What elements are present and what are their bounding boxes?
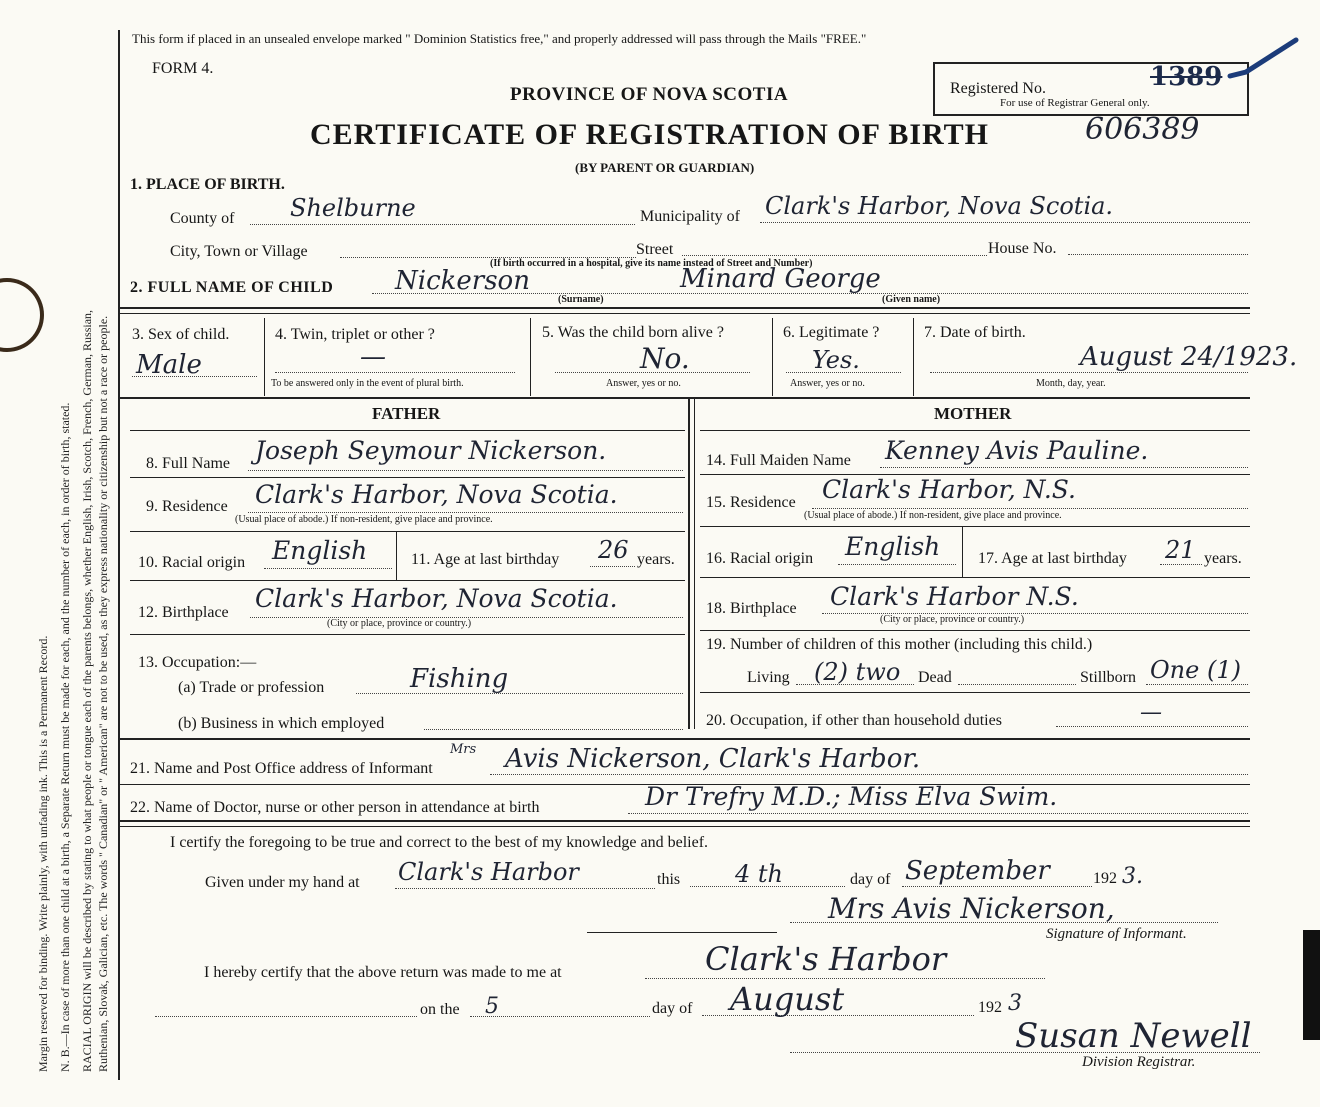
father-trade-line: [356, 693, 683, 694]
mother-birthplace-label: 18. Birthplace: [706, 600, 797, 617]
dead-label: Dead: [918, 669, 952, 686]
certify-statement: I certify the foregoing to be true and correct to the best of my knowledge and belief.: [170, 834, 709, 851]
legitimate-note: Answer, yes or no.: [790, 378, 865, 389]
father-birthplace: Clark's Harbor, Nova Scotia.: [255, 584, 618, 613]
cell-divider: [264, 318, 265, 396]
surname-note: (Surname): [558, 294, 604, 305]
sex-line: [132, 376, 257, 377]
living-value: (2) two: [814, 658, 901, 686]
cell-divider: [396, 532, 397, 580]
margin-note-1: Margin reserved for binding. Write plainly, with unfading ink. This is a Permanent Record.: [36, 635, 50, 1072]
section-rule-thin: [120, 313, 1250, 314]
province-heading: PROVINCE OF NOVA SCOTIA: [510, 84, 789, 105]
row-rule: [700, 692, 1250, 693]
mother-residence: Clark's Harbor, N.S.: [822, 475, 1076, 504]
mother-occupation-line: [1056, 726, 1248, 727]
parents-divider: [688, 399, 690, 729]
twin-note: To be answered only in the event of plural birth.: [271, 378, 464, 389]
stillborn-value: One (1): [1150, 656, 1241, 684]
informant-value: Avis Nickerson, Clark's Harbor.: [505, 744, 921, 774]
mother-occupation-label: 20. Occupation, if other than household duties: [706, 712, 1002, 729]
legitimate-value: Yes.: [812, 346, 860, 374]
father-name-line: [248, 470, 683, 471]
street-label: Street: [636, 241, 674, 258]
child-name-label: 2. FULL NAME OF CHILD: [130, 279, 334, 296]
registered-number: 1389: [1150, 62, 1223, 92]
mother-residence-note: (Usual place of abode.) If non-resident, give place and province.: [804, 510, 1062, 521]
row-rule: [700, 630, 1250, 631]
legitimate-line: [786, 372, 901, 373]
row-rule: [130, 531, 685, 532]
county-line: [250, 224, 635, 225]
father-business-label: (b) Business in which employed: [178, 715, 385, 732]
father-trade-label: (a) Trade or profession: [178, 679, 325, 696]
house-no-line: [1068, 254, 1248, 255]
twin-value: —: [360, 342, 386, 372]
informant-label: 21. Name and Post Office address of Informant: [130, 760, 433, 777]
registered-label: Registered No.: [950, 80, 1046, 97]
section-rule: [120, 307, 1250, 309]
row-rule: [700, 577, 1250, 578]
informant-line: [490, 774, 1248, 775]
sex-label: 3. Sex of child.: [132, 326, 230, 343]
certify-month: September: [905, 856, 1050, 886]
row-rule: [130, 580, 685, 581]
county-value: Shelburne: [290, 194, 416, 222]
row-rule: [130, 634, 685, 635]
dob-line: [930, 372, 1248, 373]
father-age-line: [590, 566, 635, 567]
certificate-title: CERTIFICATE OF REGISTRATION OF BIRTH: [310, 118, 989, 151]
father-residence-label: 9. Residence: [146, 498, 228, 515]
stillborn-label: Stillborn: [1080, 669, 1137, 686]
margin-note-3: RACIAL ORIGIN will be described by stating to what people or tongue each of the parents belongs, whether English, Irish, Scotch, French, German, Russian,: [80, 309, 94, 1072]
mother-age: 21: [1165, 536, 1196, 564]
hospital-note: (If birth occurred in a hospital, give its name instead of Street and Number): [490, 258, 813, 269]
father-race-line: [264, 568, 392, 569]
sex-value: Male: [136, 350, 202, 380]
father-business-line: [424, 729, 683, 730]
father-name-label: 8. Full Name: [146, 455, 230, 472]
registrar-year-prefix: 192: [978, 999, 1002, 1016]
father-occupation-label: 13. Occupation:—: [138, 654, 257, 671]
doctor-label: 22. Name of Doctor, nurse or other person in attendance at birth: [130, 799, 540, 816]
registrar-month: August: [730, 980, 845, 1018]
margin-rule: [118, 30, 120, 1080]
municipality-value: Clark's Harbor, Nova Scotia.: [765, 192, 1114, 220]
margin-note-2: N. B.—In case of more than one child at a birth, a Separate Return must be made for each, and the number of each, in order of birth, stated.: [58, 402, 72, 1072]
dead-line: [958, 684, 1076, 685]
registrar-day: 5: [485, 994, 499, 1019]
certify-day: 4 th: [735, 860, 783, 888]
child-surname: Nickerson: [395, 266, 530, 296]
registrar-place-line: [645, 978, 1045, 979]
given-name-note: (Given name): [882, 294, 941, 305]
month-line: [902, 886, 1092, 887]
father-trade: Fishing: [410, 664, 509, 694]
child-given-name: Minard George: [680, 264, 881, 294]
alive-line: [555, 372, 750, 373]
mother-birthplace-note: (City or place, province or country.): [880, 614, 1025, 625]
mother-name: Kenney Avis Pauline.: [885, 436, 1149, 465]
form-number: FORM 4.: [152, 60, 214, 77]
mail-notice: This form if placed in an unsealed envelope marked " Dominion Statistics free," and properly addressed will pass through the Mails "FREE.": [132, 31, 867, 46]
separator-rule: [587, 932, 777, 933]
registrar-day-of-label: day of: [652, 1000, 693, 1017]
father-birthplace-label: 12. Birthplace: [138, 604, 229, 621]
row-rule: [130, 477, 685, 478]
cell-divider: [913, 318, 914, 396]
mother-name-label: 14. Full Maiden Name: [706, 452, 851, 469]
father-name: Joseph Seymour Nickerson.: [255, 436, 607, 465]
mother-residence-line: [812, 508, 1248, 509]
father-residence-note: (Usual place of abode.) If non-resident, give place and province.: [235, 514, 493, 525]
twin-line: [275, 372, 515, 373]
row-rule: [700, 430, 1250, 431]
alive-label: 5. Was the child born alive ?: [542, 324, 724, 341]
registrar-general-note: For use of Registrar General only.: [1000, 97, 1150, 109]
certify-day-of-label: day of: [850, 871, 891, 888]
certificate-subtitle: (BY PARENT OR GUARDIAN): [575, 160, 755, 175]
doctor-rule-thin: [120, 826, 1250, 827]
registrar-year-digit: 3: [1008, 991, 1022, 1016]
mother-race-line: [838, 564, 956, 565]
certificate-number: 606389: [1085, 112, 1200, 147]
doctor-rule: [120, 820, 1250, 822]
cell-divider: [530, 318, 531, 396]
mother-age-line: [1160, 564, 1202, 565]
margin-note-4: Ruthenian, Slovak, Galician, etc. The words " Canadian" or " American" are not to be used, as they express nationality or citizenship but not a race or people.: [96, 315, 110, 1072]
registrar-statement: I hereby certify that the above return was made to me at: [204, 964, 562, 981]
father-years-label: years.: [637, 551, 675, 568]
place-of-birth-label: 1. PLACE OF BIRTH.: [130, 176, 285, 193]
certify-year-digit: 3.: [1122, 864, 1143, 889]
mother-heading: MOTHER: [934, 404, 1012, 423]
twin-label: 4. Twin, triplet or other ?: [275, 326, 435, 343]
doctor-value: Dr Trefry M.D.; Miss Elva Swim.: [645, 782, 1058, 811]
punch-hole-mark: [0, 278, 44, 352]
mother-children-label: 19. Number of children of this mother (including this child.): [706, 636, 1093, 653]
parents-divider-thin: [694, 399, 695, 729]
alive-note: Answer, yes or no.: [606, 378, 681, 389]
informant-signature: Mrs Avis Nickerson,: [828, 892, 1115, 925]
stillborn-line: [1146, 684, 1248, 685]
mother-race-label: 16. Racial origin: [706, 550, 814, 567]
mother-race: English: [845, 532, 941, 561]
given-under-label: Given under my hand at: [205, 874, 360, 891]
parents-top-rule: [120, 397, 1250, 399]
row-rule: [700, 526, 1250, 527]
father-age-label: 11. Age at last birthday: [411, 551, 560, 568]
given-place-line: [395, 888, 655, 889]
registrar-place: Clark's Harbor: [705, 940, 947, 978]
alive-value: No.: [640, 342, 690, 375]
on-the-label: on the: [420, 1001, 460, 1018]
dob-note: Month, day, year.: [1036, 378, 1106, 389]
city-label: City, Town or Village: [170, 243, 308, 260]
father-residence: Clark's Harbor, Nova Scotia.: [255, 480, 618, 509]
father-race-label: 10. Racial origin: [138, 554, 246, 571]
municipality-label: Municipality of: [640, 208, 740, 225]
mother-birthplace: Clark's Harbor N.S.: [830, 582, 1079, 611]
father-heading: FATHER: [372, 404, 441, 423]
father-age: 26: [598, 536, 629, 564]
registrar-signature: Susan Newell: [1015, 1016, 1252, 1056]
legitimate-label: 6. Legitimate ?: [783, 324, 880, 341]
registrar-lead-line: [155, 1016, 417, 1017]
doctor-line: [628, 813, 1248, 814]
given-place: Clark's Harbor: [398, 858, 579, 886]
row-rule: [130, 430, 685, 431]
this-label: this: [657, 871, 681, 888]
mother-occupation: —: [1140, 700, 1162, 725]
father-birthplace-note: (City or place, province or country.): [327, 618, 472, 629]
dob-value: August 24/1923.: [1080, 342, 1298, 372]
father-race: English: [272, 536, 368, 565]
father-residence-line: [248, 512, 683, 513]
municipality-line: [760, 222, 1250, 223]
registrar-signature-label: Division Registrar.: [1082, 1054, 1196, 1070]
checkmark-icon: [1226, 36, 1300, 82]
living-label: Living: [747, 669, 790, 686]
dob-label: 7. Date of birth.: [924, 324, 1026, 341]
cell-divider: [962, 527, 963, 577]
cell-divider: [772, 318, 773, 396]
parents-bottom-rule: [120, 738, 1250, 740]
mother-residence-label: 15. Residence: [706, 494, 796, 511]
mother-years-label: years.: [1204, 550, 1242, 567]
informant-signature-label: Signature of Informant.: [1046, 926, 1187, 942]
county-label: County of: [170, 210, 235, 227]
house-no-label: House No.: [988, 240, 1057, 257]
mother-name-line: [880, 467, 1248, 468]
informant-prefix: Mrs: [450, 742, 477, 757]
mother-age-label: 17. Age at last birthday: [978, 550, 1127, 567]
certify-year-prefix: 192: [1093, 870, 1117, 887]
street-line: [682, 255, 987, 256]
scan-edge-mark: [1303, 930, 1320, 1040]
